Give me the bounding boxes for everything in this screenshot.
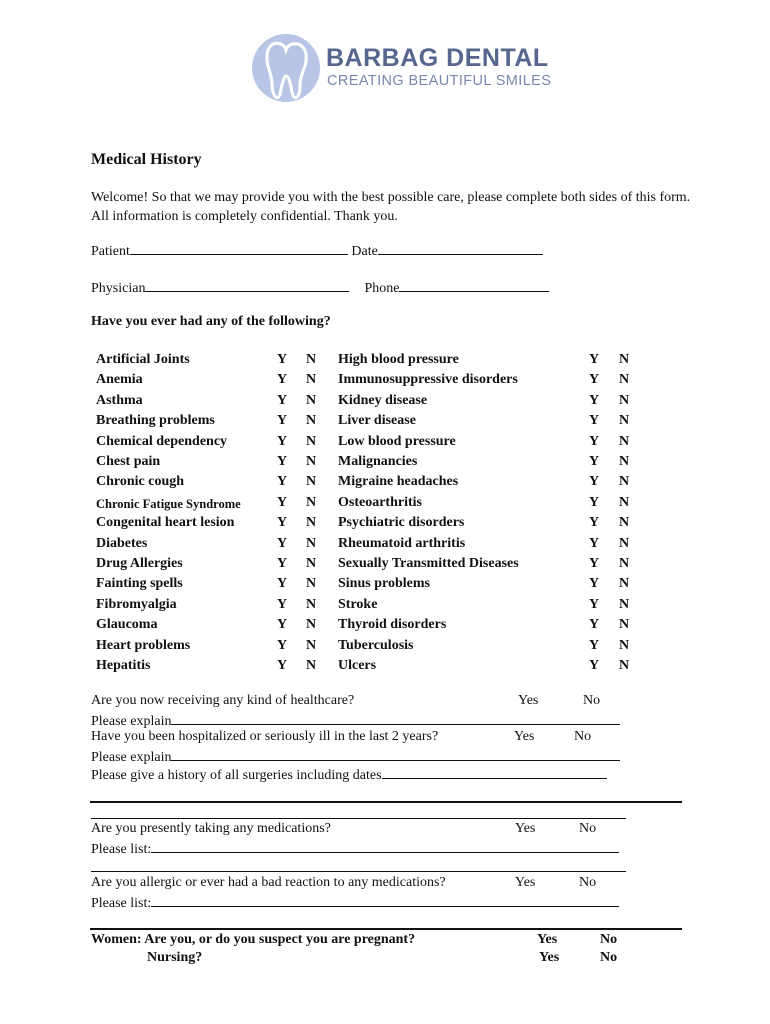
condition-right-12-no[interactable]: N [619, 596, 630, 612]
condition-left-1: Anemia [96, 372, 143, 388]
medications-list-blank[interactable] [151, 839, 619, 853]
phone-blank[interactable] [399, 278, 549, 292]
surgeries-label: Please give a history of all surgeries including dates [91, 768, 382, 783]
medications-no[interactable]: No [579, 821, 597, 836]
condition-right-14: Tuberculosis [338, 637, 414, 653]
hospitalized-explain-blank[interactable] [171, 747, 620, 761]
condition-left-9-no[interactable]: N [306, 535, 317, 551]
condition-right-0-yes[interactable]: Y [589, 352, 600, 367]
condition-right-4-yes[interactable]: Y [589, 433, 600, 449]
allergic-list-blank[interactable] [151, 893, 619, 907]
condition-right-15-yes[interactable]: Y [589, 658, 600, 673]
condition-right-11-no[interactable]: N [619, 576, 630, 592]
condition-right-5-yes[interactable]: Y [589, 454, 600, 469]
condition-left-15-yes[interactable]: Y [277, 658, 288, 673]
explain-label: Please explain [91, 714, 172, 729]
condition-left-3-yes[interactable]: Y [277, 413, 288, 429]
condition-right-8-no[interactable]: N [619, 515, 630, 531]
condition-right-3-no[interactable]: N [619, 413, 630, 429]
condition-right-2-yes[interactable]: Y [589, 392, 600, 408]
condition-left-8: Congenital heart lesion [96, 515, 235, 531]
condition-right-1-yes[interactable]: Y [589, 372, 600, 388]
physician-field[interactable] [91, 278, 549, 297]
condition-right-14-yes[interactable]: Y [589, 637, 600, 653]
condition-left-7-no[interactable]: N [306, 494, 317, 510]
condition-right-1: Immunosuppressive disorders [338, 372, 518, 388]
condition-right-6-no[interactable]: N [619, 474, 630, 490]
condition-right-12-yes[interactable]: Y [589, 596, 600, 612]
brand-tagline: CREATING BEAUTIFUL SMILES [327, 73, 552, 89]
condition-left-6: Chronic cough [96, 474, 185, 490]
please-list-label: Please list: [91, 842, 152, 857]
pregnant-yes[interactable]: Yes [537, 932, 558, 947]
condition-left-0-yes[interactable]: Y [277, 352, 288, 367]
condition-right-13: Thyroid disorders [338, 617, 447, 633]
pregnant-question: Women: Are you, or do you suspect you are pregnant? [91, 932, 416, 947]
condition-left-10-no[interactable]: N [306, 556, 317, 571]
condition-left-11: Fainting spells [96, 576, 183, 592]
hospitalized-yes[interactable]: Yes [514, 729, 535, 744]
condition-right-7-no[interactable]: N [619, 494, 630, 510]
condition-left-0: Artificial Joints [96, 352, 190, 367]
condition-right-2: Kidney disease [338, 392, 428, 408]
condition-left-5: Chest pain [96, 454, 161, 469]
condition-left-3: Breathing problems [96, 413, 215, 429]
explain-label-2: Please explain [91, 750, 172, 765]
condition-right-0-no[interactable]: N [619, 352, 630, 367]
condition-left-11-yes[interactable]: Y [277, 576, 288, 592]
surgeries-line-2[interactable] [91, 818, 626, 819]
condition-left-8-no[interactable]: N [306, 515, 317, 531]
healthcare-yes[interactable]: Yes [518, 693, 539, 708]
section-divider [90, 801, 682, 803]
nursing-no[interactable]: No [600, 950, 618, 965]
condition-left-12-yes[interactable]: Y [277, 596, 288, 612]
condition-right-13-yes[interactable]: Y [589, 617, 600, 633]
condition-right-5: Malignancies [338, 454, 418, 469]
condition-left-7-yes[interactable]: Y [277, 494, 288, 510]
form-title: Medical History [91, 151, 202, 168]
form-intro: Welcome! So that we may provide you with the best possible care, please complete both sides of this form. All information is completely confidential. Thank you. [91, 190, 691, 224]
patient-blank[interactable] [130, 241, 348, 255]
healthcare-no[interactable]: No [583, 693, 601, 708]
condition-right-15: Ulcers [338, 658, 377, 673]
condition-left-7: Chronic Fatigue Syndrome [96, 496, 241, 511]
condition-right-9-no[interactable]: N [619, 535, 630, 551]
condition-left-4-yes[interactable]: Y [277, 433, 288, 449]
condition-right-9-yes[interactable]: Y [589, 535, 600, 551]
condition-right-1-no[interactable]: N [619, 372, 630, 388]
condition-right-6: Migraine headaches [338, 474, 459, 490]
condition-right-10: Sexually Transmitted Diseases [338, 556, 519, 571]
tooth-logo-icon [250, 28, 322, 108]
medications-list[interactable] [91, 839, 619, 858]
medications-line-2[interactable] [91, 871, 626, 872]
condition-left-6-no[interactable]: N [306, 474, 317, 490]
condition-left-2: Asthma [96, 392, 143, 408]
condition-right-11: Sinus problems [338, 576, 430, 592]
condition-left-14-no[interactable]: N [306, 637, 317, 653]
condition-left-9-yes[interactable]: Y [277, 535, 288, 551]
condition-right-12: Stroke [338, 596, 378, 612]
condition-right-4: Low blood pressure [338, 433, 456, 449]
conditions-heading: Have you ever had any of the following? [91, 314, 331, 329]
condition-right-4-no[interactable]: N [619, 433, 630, 449]
condition-left-1-yes[interactable]: Y [277, 372, 288, 388]
condition-right-7-yes[interactable]: Y [589, 494, 600, 510]
condition-left-13-no[interactable]: N [306, 617, 317, 633]
allergic-yes[interactable]: Yes [515, 875, 536, 890]
condition-right-3: Liver disease [338, 413, 416, 429]
condition-left-10-yes[interactable]: Y [277, 556, 288, 571]
condition-left-4: Chemical dependency [96, 433, 228, 449]
condition-left-15: Hepatitis [96, 658, 151, 673]
healthcare-explain-blank[interactable] [171, 711, 620, 725]
medications-yes[interactable]: Yes [515, 821, 536, 836]
condition-right-8-yes[interactable]: Y [589, 515, 600, 531]
date-label: Date [351, 244, 378, 259]
condition-left-11-no[interactable]: N [306, 576, 317, 592]
patient-label: Patient [91, 244, 130, 259]
allergic-question: Are you allergic or ever had a bad reaction to any medications? [91, 875, 446, 890]
condition-left-8-yes[interactable]: Y [277, 515, 288, 531]
condition-right-13-no[interactable]: N [619, 617, 630, 633]
nursing-yes[interactable]: Yes [539, 950, 560, 965]
condition-right-14-no[interactable]: N [619, 637, 630, 653]
condition-right-2-no[interactable]: N [619, 392, 630, 408]
brand-name: BARBAG DENTAL [326, 44, 549, 72]
condition-right-11-yes[interactable]: Y [589, 576, 600, 592]
patient-field[interactable] [91, 241, 543, 260]
hospitalized-no[interactable]: No [574, 729, 592, 744]
healthcare-explain[interactable] [91, 711, 620, 730]
surgeries-blank[interactable] [382, 765, 607, 779]
please-list-label-2: Please list: [91, 896, 152, 911]
logo [250, 28, 552, 110]
nursing-question: Nursing? [147, 950, 203, 965]
condition-right-8: Psychiatric disorders [338, 515, 465, 531]
condition-left-1-no[interactable]: N [306, 372, 317, 388]
medications-question: Are you presently taking any medications? [91, 821, 331, 836]
condition-left-5-no[interactable]: N [306, 454, 317, 469]
condition-right-15-no[interactable]: N [619, 658, 630, 673]
condition-left-9: Diabetes [96, 535, 148, 551]
physician-label: Physician [91, 281, 146, 296]
condition-left-12-no[interactable]: N [306, 596, 317, 612]
hospitalized-question: Have you been hospitalized or seriously ill in the last 2 years? [91, 729, 439, 744]
hospitalized-explain[interactable] [91, 747, 620, 766]
condition-left-15-no[interactable]: N [306, 658, 317, 673]
allergic-no[interactable]: No [579, 875, 597, 890]
surgeries-field[interactable] [91, 765, 607, 784]
condition-left-4-no[interactable]: N [306, 433, 317, 449]
condition-right-5-no[interactable]: N [619, 454, 630, 469]
condition-left-2-yes[interactable]: Y [277, 392, 288, 408]
condition-left-12: Fibromyalgia [96, 596, 177, 612]
condition-left-14: Heart problems [96, 637, 191, 653]
physician-blank[interactable] [145, 278, 349, 292]
condition-left-13: Glaucoma [96, 617, 158, 633]
condition-left-2-no[interactable]: N [306, 392, 317, 408]
condition-right-10-yes[interactable]: Y [589, 556, 600, 571]
condition-right-3-yes[interactable]: Y [589, 413, 600, 429]
allergic-list[interactable] [91, 893, 619, 912]
condition-left-0-no[interactable]: N [306, 352, 317, 367]
condition-left-5-yes[interactable]: Y [277, 454, 288, 469]
condition-left-10: Drug Allergies [96, 556, 183, 571]
section-divider-2 [90, 928, 682, 930]
condition-left-13-yes[interactable]: Y [277, 617, 288, 633]
condition-right-10-no[interactable]: N [619, 556, 630, 571]
pregnant-no[interactable]: No [600, 932, 618, 947]
phone-label: Phone [364, 281, 400, 296]
condition-left-6-yes[interactable]: Y [277, 474, 288, 490]
condition-right-6-yes[interactable]: Y [589, 474, 600, 490]
healthcare-question: Are you now receiving any kind of healthcare? [91, 693, 355, 708]
condition-right-9: Rheumatoid arthritis [338, 535, 466, 551]
date-blank[interactable] [378, 241, 543, 255]
condition-left-14-yes[interactable]: Y [277, 637, 288, 653]
condition-right-7: Osteoarthritis [338, 494, 422, 510]
condition-right-0: High blood pressure [338, 352, 459, 367]
condition-left-3-no[interactable]: N [306, 413, 317, 429]
